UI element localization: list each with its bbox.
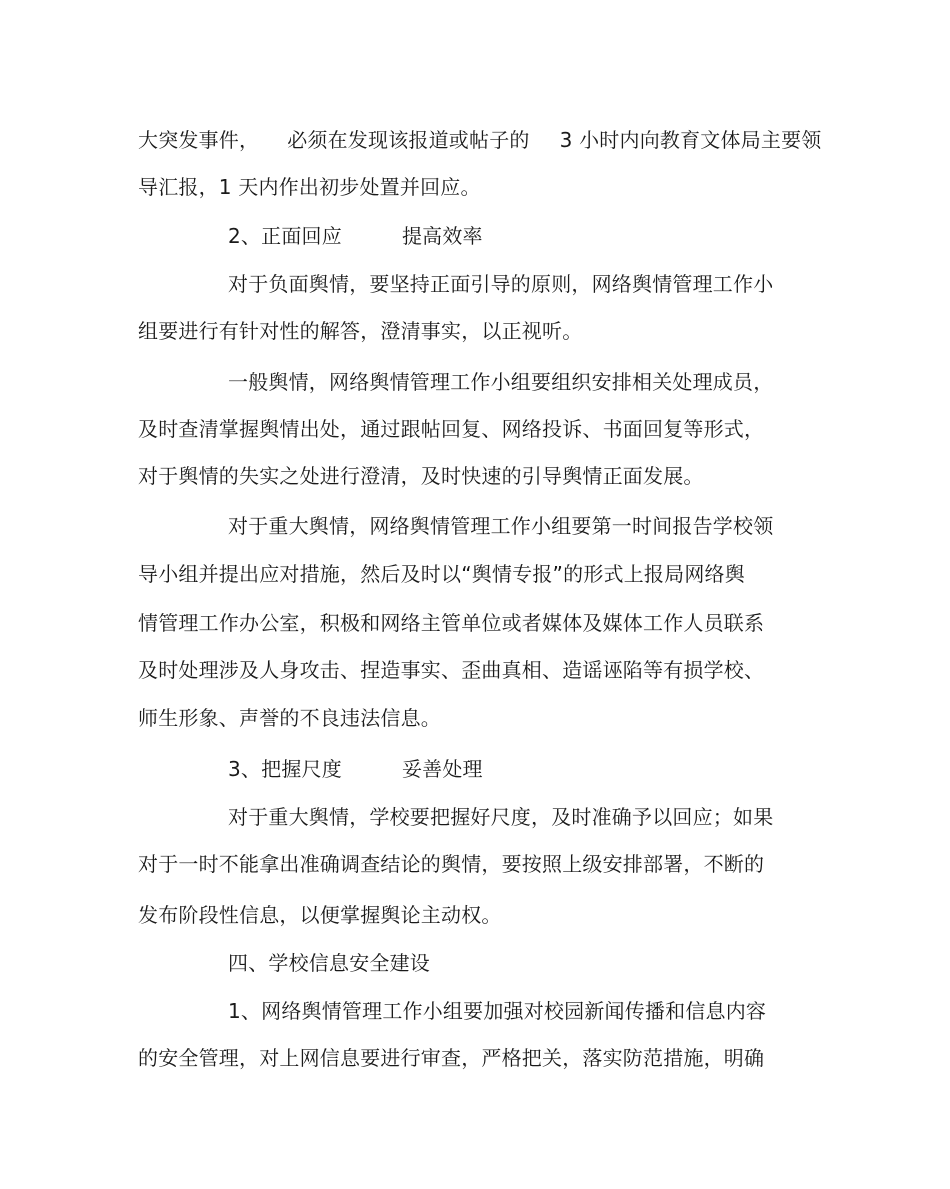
text-line-9	[228, 513, 773, 539]
heading-part: 妥善处理	[401, 757, 483, 781]
text-line-20	[138, 1045, 764, 1071]
section-heading-3	[228, 756, 483, 782]
text-line-5	[138, 318, 582, 344]
text-segment: 及时处理涉及人身攻击、捏造事实、歪曲真相、造谣诬陷等有损学校、	[138, 658, 765, 682]
text-segment: 发布阶段性信息，以便掌握舆论主动权。	[138, 903, 502, 927]
text-segment: 3 小时内向教育文体局主要领	[559, 128, 822, 152]
text-segment: 对于重大舆情，学校要把握好尺度，及时准确予以回应；如果	[228, 805, 774, 829]
text-segment: 对于负面舆情，要坚持正面引导的原则，网络舆情管理工作小	[228, 272, 774, 296]
heading-part: 3、把握尺度	[228, 757, 342, 781]
text-segment: 一般舆情，网络舆情管理工作小组要组织安排相关处理成员，	[228, 370, 774, 394]
text-line-19	[228, 998, 766, 1024]
text-segment: 对于重大舆情，网络舆情管理工作小组要第一时间报告学校领	[228, 514, 774, 538]
text-segment: 对于舆情的失实之处进行澄清，及时快速的引导舆情正面发展。	[138, 464, 704, 488]
text-segment: 及时查清掌握舆情出处，通过跟帖回复、网络投诉、书面回复等形式，	[138, 417, 765, 441]
text-line-1	[138, 127, 822, 153]
text-line-15	[228, 804, 773, 830]
text-segment: 导小组并提出应对措施，然后及时以“舆情专报”的形式上报局网络舆	[138, 562, 745, 586]
text-line-16	[138, 851, 764, 877]
text-segment: 的安全管理，对上网信息要进行审查，严格把关，落实防范措施，明确	[138, 1046, 765, 1070]
section-heading-four	[228, 950, 430, 976]
text-segment: 师生形象、声誉的不良违法信息。	[138, 706, 441, 730]
text-segment: 大突发事件，	[138, 128, 260, 152]
text-segment: 对于一时不能拿出准确调查结论的舆情，要按照上级安排部署，不断的	[138, 852, 765, 876]
text-segment: 组要进行有针对性的解答，澄清事实，以正视听。	[138, 319, 583, 343]
text-segment: 必须在发现该报道或帖子的	[287, 128, 530, 152]
text-segment: 1、网络舆情管理工作小组要加强对校园新闻传播和信息内容	[228, 999, 767, 1023]
text-line-8	[138, 463, 704, 489]
text-line-7	[138, 416, 764, 442]
text-line-11	[138, 610, 764, 636]
text-segment: 导汇报，1 天内作出初步处置并回应。	[138, 175, 481, 199]
text-line-6	[228, 369, 773, 395]
text-segment: 情管理工作办公室，积极和网络主管单位或者媒体及媒体工作人员联系	[138, 611, 765, 635]
text-line-4	[228, 271, 773, 297]
text-line-2	[138, 174, 481, 200]
heading-part: 2、正面回应	[228, 224, 342, 248]
section-heading-2	[228, 223, 483, 249]
heading-part: 四、学校信息安全建设	[228, 951, 430, 975]
text-line-10	[138, 561, 745, 587]
text-line-12	[138, 657, 764, 683]
text-line-17	[138, 902, 502, 928]
text-line-13	[138, 705, 441, 731]
heading-part: 提高效率	[401, 224, 483, 248]
